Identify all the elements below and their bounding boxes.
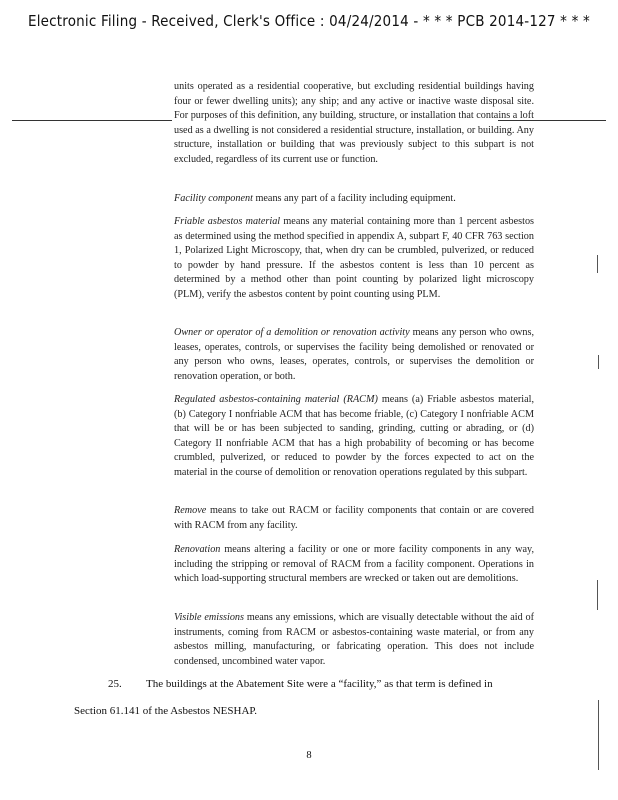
paragraph-number: 25.: [108, 678, 122, 690]
definition-text: means altering a facility or one or more facility components in any way, including the stripping or removal of RACM from a facility component. Operations in which load-supporting structural members are wrecked or taken out are demolitions.: [174, 544, 534, 585]
margin-mark: [597, 255, 598, 273]
definition-term: Facility component: [174, 193, 253, 204]
definition-term: Owner or operator of a demolition or renovation activity: [174, 327, 410, 338]
definition-term: Friable asbestos material: [174, 216, 281, 227]
definition-term: Regulated asbestos-containing material (RACM): [174, 394, 378, 405]
definition-term: Visible emissions: [174, 612, 244, 623]
definition-block-4: [174, 393, 534, 481]
definition-text: units operated as a residential cooperative, but excluding residential buildings having four or fewer dwelling units); any ship; and any active or inactive waste disposal site. For purposes of this definition, any building, structure, or installation that contains a loft used as a dwelling is not considered a residential structure, installation, or building. Any structure, installation or building that was previously subject to this subpart is not excluded, regardless of its current use or function.: [174, 81, 534, 165]
definition-text: means any person who owns, leases, operates, controls, or supervises the facility being demolished or renovated or any person who owns, leases, operates, controls, or supervises the demolition or renovation operation, or both.: [174, 327, 535, 382]
margin-mark: [598, 700, 599, 770]
margin-mark: [598, 355, 599, 369]
definition-text: means any emissions, which are visually detectable without the aid of instruments, coming from RACM or asbestos-containing waste material, or from any asbestos milling, manufacturing, or fabricating operation. This does not include condensed, uncombined water vapor.: [174, 612, 534, 667]
definition-term: Remove: [174, 505, 207, 516]
definition-block-3: [174, 326, 534, 384]
filing-stamp: Electronic Filing - Received, Clerk's Office : 04/24/2014 - * * * PCB 2014-127 * * *: [28, 12, 590, 30]
definition-text: means any part of a facility including equipment.: [252, 193, 456, 204]
definition-block-7: [174, 611, 534, 669]
definition-text: means any material containing more than 1 percent asbestos as determined using the method specified in appendix A, subpart F, 40 CFR 763 section 1, Polarized Light Microscopy, that, when dry can be crumbled, pulverized, or reduced to powder by hand pressure. If the asbestos content is less than 10 percent as determined by a method other than point counting by polarized light microscopy (PLM), verify the asbestos content by point counting using PLM.: [174, 216, 535, 300]
page-number: 8: [306, 750, 312, 761]
definition-block-6: [174, 543, 534, 587]
definition-block-2: [174, 215, 534, 303]
margin-mark: [597, 580, 598, 610]
paragraph-25-line1: The buildings at the Abatement Site were a “facility,” as that term is defined in: [146, 678, 493, 690]
definition-block-0: [174, 80, 534, 168]
definition-term: Renovation: [174, 544, 221, 555]
definition-block-5: [174, 504, 534, 533]
definition-text: means to take out RACM or facility components that contain or are covered with RACM from any facility.: [174, 505, 534, 531]
paragraph-25-line2: Section 61.141 of the Asbestos NESHAP.: [74, 705, 258, 717]
definition-block-1: [174, 192, 534, 207]
left-rule: [12, 120, 172, 121]
definition-text: means (a) Friable asbestos material, (b) Category I nonfriable ACM that has become friable, (c) Category I nonfriable ACM that will be or has been subjected to sanding, grinding, cutting or abrading, or (d) Category II nonfriable ACM that has a high probability of becoming or has become crumbled, pulverized, or reduced to powder by the forces expected to act on the material in the course of demolition or renovation operations regulated by this subpart.: [174, 394, 534, 478]
